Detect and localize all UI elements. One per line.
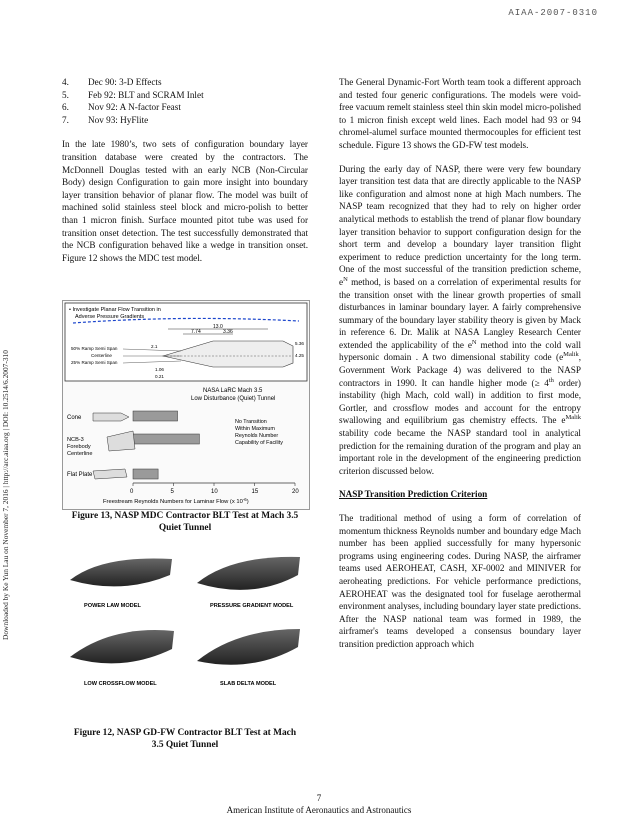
note-line: Capability of Facility	[235, 440, 283, 446]
tunnel-label: NASA LaRC Mach 3.5	[203, 388, 263, 394]
plate-sketch	[93, 469, 127, 479]
config-label: NCB-3	[67, 437, 84, 443]
footer-org: American Institute of Aeronautics and Astronautics	[226, 805, 412, 815]
right-column	[339, 76, 581, 662]
inset-label: • Investigate Planar Flow Transition in	[69, 307, 161, 313]
figure-12	[62, 545, 308, 715]
list-text: Feb 92: BLT and SCRAM Inlet	[88, 89, 204, 100]
bar-1	[133, 434, 199, 444]
left-column	[62, 76, 308, 275]
list-text: Dec 90: 3-D Effects	[88, 77, 162, 87]
spike-label: 50% Ramp Semi Span	[71, 346, 118, 351]
body-paragraph: In the late 1980’s, two sets of configuration boundary layer transition database were created by the contractors. The McDonnell Douglas tested with an early NCB (Non-Circular Body) design Configuration to gain more insight into boundary layer transition behavior of planar flow. The model was built of machined solid stainless steel block and micro-polish to better than 1 micron finish. Surface mounted pitot tube was used for transition onset detection. The test successfully demonstrated that the NCB configuration behaved like a wedge in transition onset. Figure 12 shows the MDC test model.	[62, 139, 308, 263]
dim-label: 2.1	[151, 344, 158, 349]
x-axis-label: Freestream Reynolds Numbers for Laminar Flow (x $10^{-6}$)	[103, 497, 249, 505]
list-number: 4.	[62, 77, 69, 87]
dim-label: 7.74	[191, 329, 201, 335]
dim-label: 1.06	[155, 367, 164, 372]
dim-label: 13.0	[213, 324, 223, 330]
list-item	[62, 101, 308, 114]
figure-12-graphic	[62, 545, 308, 715]
list-number: 5.	[62, 89, 69, 100]
list-number: 7.	[62, 114, 69, 125]
pressure-gradient-model	[197, 557, 300, 590]
figure-13	[62, 300, 310, 510]
config-label: Cone	[67, 415, 82, 421]
list-number: 6.	[62, 102, 69, 113]
figure-13-caption: Figure 13, NASP MDC Contractor BLT Test at Mach 3.5 Quiet Tunnel	[71, 511, 299, 533]
dim-label: 3.36	[223, 329, 233, 335]
note-line: No Transition	[235, 419, 267, 425]
figure-12-caption: Figure 12, NASP GD-FW Contractor BLT Test at Mach 3.5 Quiet Tunnel	[73, 728, 297, 750]
spike-label: 25% Ramp Semi Span	[71, 360, 118, 365]
list-item	[62, 76, 308, 89]
tunnel-label: Low Disturbance (Quiet) Tunnel	[191, 396, 276, 402]
dim-label: 5.36	[295, 341, 304, 346]
page-number: 7	[316, 793, 322, 803]
ncb-sketch	[107, 431, 135, 451]
body-paragraph: During the early day of NASP, there were very few boundary layer transition test data that are directly applicable to the NASP like configuration and almost none at high Mach numbers. The NASP team recognized that they had to rely on higher order analytical methods to establish the trend of planar flow boundary layer transition behavior to support configuration design for the short term and develop a boundary layer transition flight experiment to reduce prediction uncertainty for the long term. One of the most successful of the transition prediction scheme, $e^N$ method, is based on a correlation of experimental results for the transition onset with the linear growth properties of small disturbances in laminar boundary layer. A fairly comprehensive summary of the boundary layer stability theory is given by Mack in reference 6. Dr. Malik at NASA Langley Research Center extended the applicability of the $e^N$ method into the cold wall hypersonic domain . A two dimensional stability code ($e^{Malik}$, Government Work Package 4) was delivered to the NASP contractors in 1990. It can handle higher mode (≥ 4th order) instability (high Mach, cold wall) in addition to first mode, Gortler, and crossflow modes and account for the entropy swallowing and equilibrium gas chemistry effects. The $e^{Malik}$ stability code became the NASP standard tool in analytical prediction for the remaining duration of the program and play an important role in the development of the engineering prediction criterion discussed below.	[339, 163, 581, 476]
slab-delta-model	[197, 629, 300, 665]
list-item	[62, 114, 308, 127]
milestone-list	[62, 76, 308, 126]
power-law-model	[70, 558, 172, 586]
figure-13-graphic	[63, 301, 309, 509]
dim-label: 4.25	[295, 353, 304, 358]
x-tick-label: 5	[170, 489, 174, 495]
x-tick-label: 15	[251, 489, 259, 495]
download-note: Downloaded by Ke Yun Lau on November 7, 2016 | http://arc.aiaa.org | DOI: 10.2514/6.2007-310	[1, 350, 10, 640]
dim-label: 0.21	[155, 374, 164, 379]
inset-label: Adverse Pressure Gradients	[75, 314, 145, 320]
config-label: Centerline	[67, 451, 93, 457]
cone-sketch	[93, 413, 129, 421]
doc-id-header: AIAA-2007-0310	[508, 8, 598, 18]
spike-label: Centerline	[91, 353, 112, 358]
body-paragraph: The traditional method of using a form of correlation of momentum thickness Reynolds number and boundary edge Mach number has been applied successfully for many hypersonic programs using engineering codes. During NASP, the airframer teams used AEROHEAT, CASH, XF-0002 and MINIVER for aeroheating predictions. For vehicle performance predictions, AEROHEAT was the designated tool for fuselage aerothermal environment analyses, including boundary layer state predictions. After the NASP national team was formed in 1989, the airframer's teams developed a consensus boundary layer transition prediction approach which	[339, 513, 581, 649]
config-label: Flat Plate	[67, 472, 93, 478]
x-ticks	[130, 483, 299, 495]
config-label: Forebody	[67, 444, 91, 450]
note-line: Within Maximum	[235, 426, 275, 432]
section-title: NASP Transition Prediction Criterion	[339, 489, 488, 500]
x-tick-label: 20	[292, 489, 299, 495]
list-item	[62, 89, 308, 102]
model-label: POWER LAW MODEL	[84, 603, 141, 609]
x-tick-label: 0	[130, 489, 134, 495]
bar-group	[133, 411, 199, 479]
body-paragraph: The General Dynamic-Fort Worth team took a different approach and tested four generic configurations. The models were void-free vacuum remelt stainless steel thin skin model micro-polished to 1 micron finish except weld lines. Each model had 93 or 94 chromel-alumel surface mounted thermocouples for efficient test schedule. Figure 13 shows the GD-FW test models.	[339, 77, 581, 150]
model-label: LOW CROSSFLOW MODEL	[84, 681, 157, 687]
x-tick-label: 10	[211, 489, 218, 495]
model-label: SLAB DELTA MODEL	[220, 681, 277, 687]
list-text: Nov 93: HyFlite	[88, 114, 149, 125]
note-line: Reynolds Number	[235, 433, 279, 439]
model-label: PRESSURE GRADIENT MODEL	[210, 603, 294, 609]
download-sidebar	[1, 120, 13, 640]
low-crossflow-model	[70, 630, 174, 663]
bar-2	[133, 469, 158, 479]
list-text: Nov 92: A N-factor Feast	[88, 102, 181, 113]
bar-0	[133, 411, 178, 421]
